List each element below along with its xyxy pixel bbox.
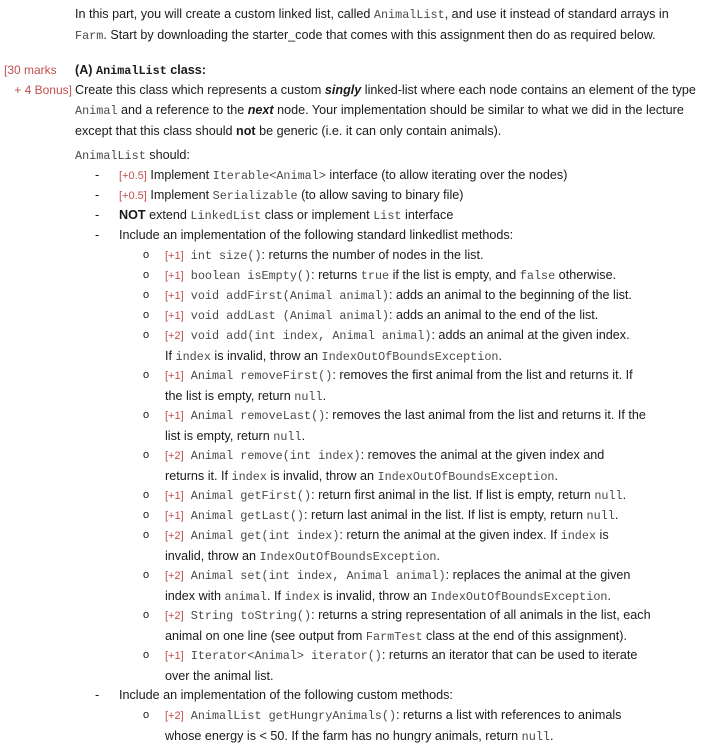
method-removelast: [+1] Animal removeLast(): removes the last animal from the list and returns it. If the list is empty, return null. <box>165 408 646 444</box>
circle-bullet: o <box>143 449 150 461</box>
section-heading: (A) AnimalList class: <box>75 63 206 78</box>
method-gethungryanimals: [+2] AnimalList getHungryAnimals(): returns a list with references to animals whose energy is < 50. If the farm has no hungry animals, return null. <box>165 708 622 744</box>
intro-paragraph: In this part, you will create a custom linked list, called AnimalList, and use it instead of standard arrays in Farm. Start by downloading the starter_code that comes with this assignment then do as required below. <box>75 7 669 43</box>
req-serializable: [+0.5] Implement Serializable (to allow saving to binary file) <box>119 188 464 203</box>
circle-bullet: o <box>143 489 150 501</box>
req-iterable: [+0.5] Implement Iterable<Animal> interface (to allow iterating over the nodes) <box>119 168 568 183</box>
method-isempty: [+1] boolean isEmpty(): returns true if the list is empty, and false otherwise. <box>165 268 617 283</box>
circle-bullet: o <box>143 329 150 341</box>
circle-bullet: o <box>143 529 150 541</box>
circle-bullet: o <box>143 309 150 321</box>
circle-bullet: o <box>143 649 150 661</box>
method-size: [+1] int size(): returns the number of nodes in the list. <box>165 248 484 263</box>
method-get: [+2] Animal get(int index): return the animal at the given index. If index is invalid, throw an IndexOutOfBoundsException. <box>165 528 609 564</box>
dash-bullet: - <box>95 228 100 242</box>
should-heading: AnimalList should: <box>75 148 190 163</box>
circle-bullet: o <box>143 369 150 381</box>
method-getlast: [+1] Animal getLast(): return last animal in the list. If list is empty, return null. <box>165 508 619 523</box>
dash-bullet: - <box>95 208 100 222</box>
method-addfirst: [+1] void addFirst(Animal animal): adds an animal to the beginning of the list. <box>165 288 632 303</box>
method-tostring: [+2] String toString(): returns a string representation of all animals in the list, each animal on one line (see output from FarmTest class at the end of this assignment). <box>165 608 651 644</box>
circle-bullet: o <box>143 289 150 301</box>
dash-bullet: - <box>95 188 100 202</box>
class-description: Create this class which represents a custom singly linked-list where each node contains an element of the type Animal and a reference to the next node. Your implementation should be similar to what we did in the lecture except that this class should not be generic (i.e. it can only contain animals). <box>75 83 696 138</box>
marks-label: [30 marks + 4 Bonus] <box>4 63 72 97</box>
method-set: [+2] Animal set(int index, Animal animal): replaces the animal at the given index with animal. If index is invalid, throw an IndexOutOfBoundsException. <box>165 568 631 604</box>
dash-bullet: - <box>95 168 100 182</box>
method-add: [+2] void add(int index, Animal animal): adds an animal at the given index. If index is invalid, throw an IndexOutOfBoundsException. <box>165 328 630 364</box>
req-custom-intro: Include an implementation of the following custom methods: <box>119 688 453 702</box>
circle-bullet: o <box>143 409 150 421</box>
circle-bullet: o <box>143 709 150 721</box>
method-removefirst: [+1] Animal removeFirst(): removes the first animal from the list and returns it. If the list is empty, return null. <box>165 368 633 404</box>
method-remove: [+2] Animal remove(int index): removes the animal at the given index and returns it. If index is invalid, throw an IndexOutOfBoundsException. <box>165 448 605 484</box>
method-getfirst: [+1] Animal getFirst(): return first animal in the list. If list is empty, return null. <box>165 488 627 503</box>
circle-bullet: o <box>143 569 150 581</box>
method-addlast: [+1] void addLast (Animal animal): adds an animal to the end of the list. <box>165 308 599 323</box>
method-iterator: [+1] Iterator<Animal> iterator(): returns an iterator that can be used to iterate over the animal list. <box>165 648 638 683</box>
circle-bullet: o <box>143 249 150 261</box>
circle-bullet: o <box>143 509 150 521</box>
req-standard-intro: Include an implementation of the following standard linkedlist methods: <box>119 228 514 242</box>
dash-bullet: - <box>95 688 100 702</box>
circle-bullet: o <box>143 269 150 281</box>
circle-bullet: o <box>143 609 150 621</box>
req-not-extend: NOT extend LinkedList class or implement List interface <box>119 208 454 223</box>
